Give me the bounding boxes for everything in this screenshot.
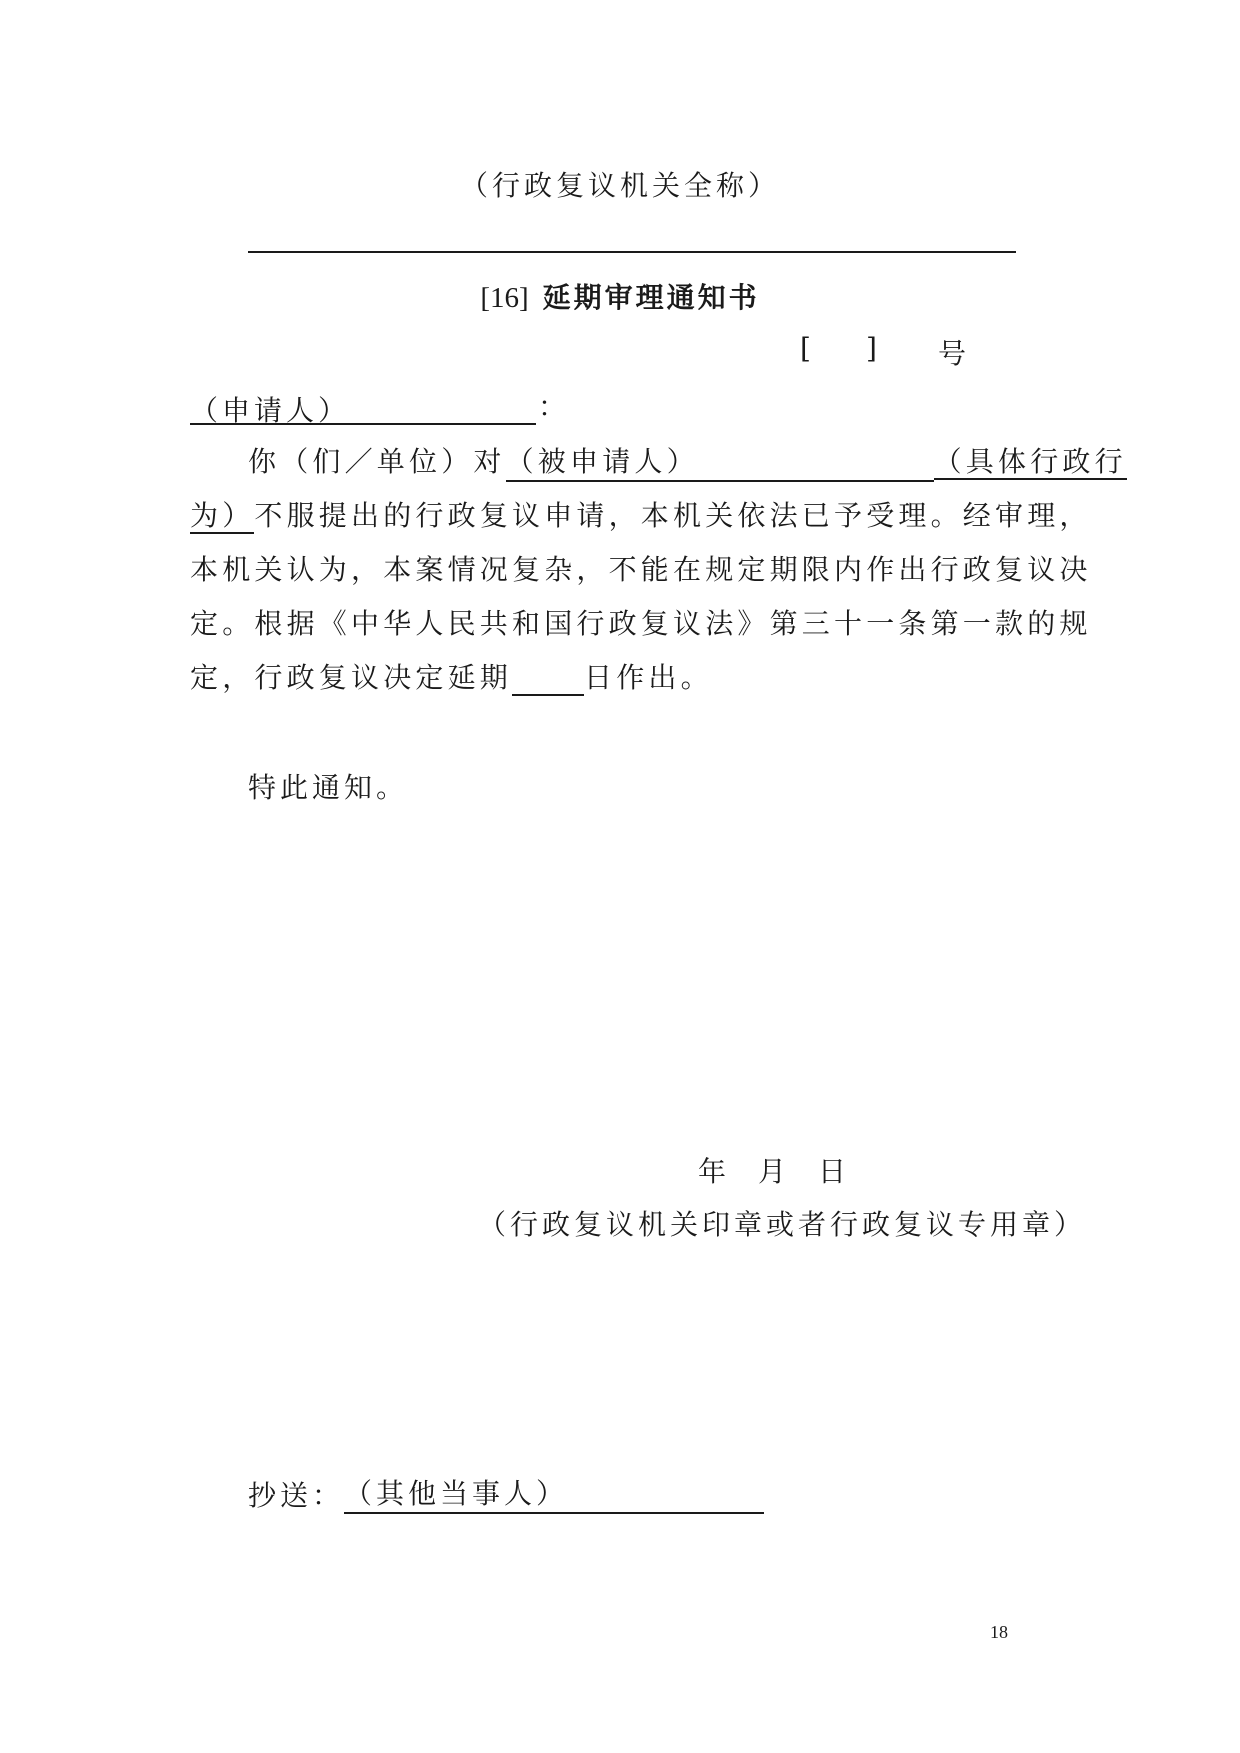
doc-number-suffix: 号 <box>938 337 967 370</box>
body-line-5 <box>190 656 713 696</box>
seal-note: （行政复议机关印章或者行政复议专用章） <box>478 1208 1087 1241</box>
date-year: 年 <box>698 1155 727 1188</box>
title-number: [16] <box>480 282 529 314</box>
doc-number-open-bracket: [ <box>800 332 811 365</box>
document-title <box>0 276 1240 316</box>
applicant-colon: ： <box>538 390 571 423</box>
applicant-label: （申请人） <box>190 394 351 427</box>
title-name: 延期审理通知书 <box>542 281 760 314</box>
applicant-line <box>190 385 570 425</box>
body-line5-prefix: 定，行政复议决定延期 <box>190 661 513 694</box>
header-divider <box>248 251 1016 253</box>
respondent-field <box>506 440 934 482</box>
cc-field <box>344 1472 764 1514</box>
cc-line <box>248 1472 764 1514</box>
cc-party: （其他当事人） <box>344 1477 569 1510</box>
date-line <box>0 1150 1240 1190</box>
body-line-4: 定。根据《中华人民共和国行政复议法》第三十一条第一款的规 <box>190 607 1092 640</box>
cc-label: 抄送： <box>248 1479 345 1512</box>
date-month: 月 <box>758 1155 787 1188</box>
body-line-2 <box>190 494 1092 534</box>
body-line2-rest: 不服提出的行政复议申请，本机关依法已予受理。经审理， <box>254 499 1092 532</box>
page-number: 18 <box>990 1622 1008 1642</box>
action-part1: （具体行政行 <box>933 445 1127 478</box>
doc-number-close-bracket: ] <box>866 332 877 365</box>
body-line-3: 本机关认为，本案情况复杂，不能在规定期限内作出行政复议决 <box>190 553 1092 586</box>
applicant-field <box>190 389 536 425</box>
body-line1-prefix: 你（们／单位）对 <box>248 445 506 478</box>
authority-name: （行政复议机关全称） <box>459 169 780 202</box>
body-line5-suffix: 日作出。 <box>584 661 713 694</box>
date-day: 日 <box>818 1155 847 1188</box>
body-line-1 <box>248 440 1127 482</box>
document-number <box>0 332 1240 372</box>
extension-days-blank <box>512 664 584 696</box>
action-part2: 为） <box>190 499 255 532</box>
respondent-label: （被申请人） <box>505 445 699 478</box>
notice-text: 特此通知。 <box>248 771 409 804</box>
